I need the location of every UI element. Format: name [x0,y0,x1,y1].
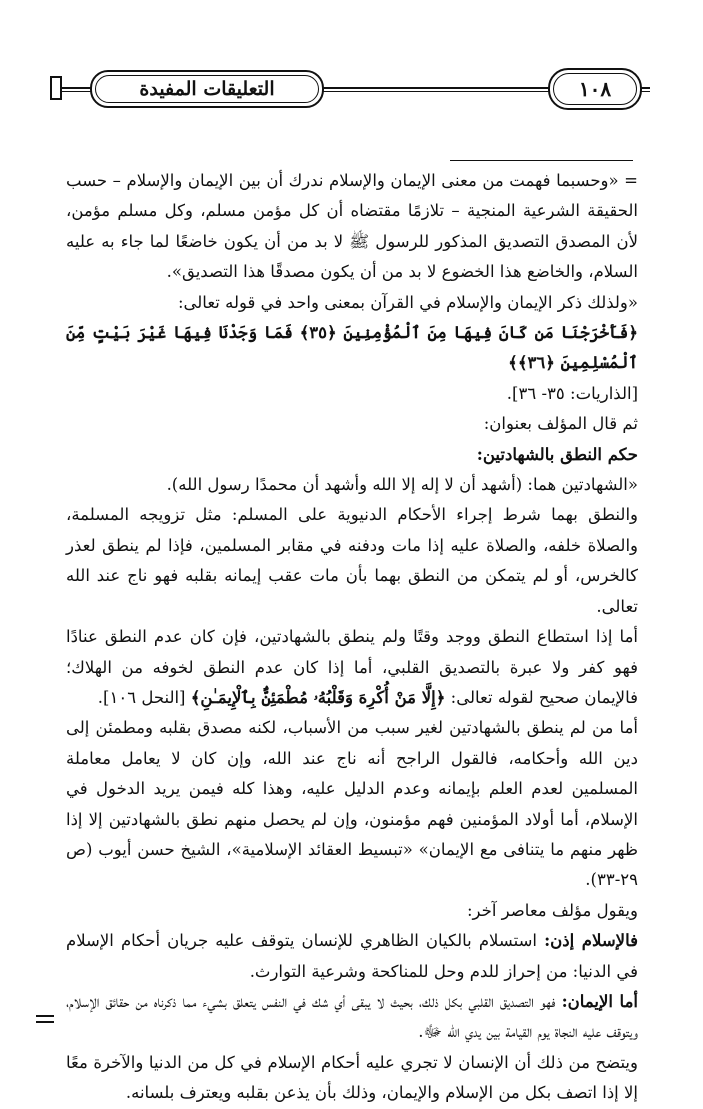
paragraph: ويقول مؤلف معاصر آخر: [466,900,638,920]
paragraph [66,926,638,987]
verse-reference: [الذاريات: ٣٥- ٣٦]. [506,383,638,403]
paragraph-text: فهو التصديق القلبي بكل ذلك، بحيث لا يبقى أي شك في النفس يتعلق بشيء مما ذكرناه من حقائق الإسلام، ويتوقف عليه النجاة يوم القيامة بين يدي الله ﷻ. [66,991,638,1042]
paragraph-text: استسلام بالكيان الظاهري للإنسان يتوقف عليه جريان أحكام الإسلام في الدنيا: من إحراز للدم وحل للمناكحة وشرعية التوارث. [66,931,638,981]
paragraph [66,987,638,1048]
section-heading: حكم النطق بالشهادتين: [476,444,638,464]
quran-verse: ﴿إِلَّا مَنْ أُكْرِهَ وَقَلْبُهُۥ مُطْمَئِنٌّۢ بِٱلْإِيمَـٰنِ﴾ [190,687,446,707]
page-header [50,68,650,108]
page-body [66,166,638,1109]
term-label: أما الإيمان: [561,991,638,1011]
paragraph: «ولذلك ذكر الإيمان والإسلام في القرآن بمعنى واحد في قوله تعالى: [177,292,638,312]
verse-reference: [النحل ١٠٦]. [97,687,186,707]
paragraph: = «وحسبما فهمت من معنى الإيمان والإسلام ندرك أن بين الإيمان والإسلام – حسب الحقيقة الشرعية المنجية – تلازمًا مقتضاه أن كل مؤمن مسلم، وكل مسلم مؤمن، لأن المصدق التصديق المذكور للرسول ﷺ لا بد من أن يكون خاضعًا لما جاء به عليه السلام، والخاضع هذا الخضوع لا بد من أن يكون مصدقًا هذا التصديق». [66,171,638,282]
paragraph: أما من لم ينطق بالشهادتين لغير سبب من الأسباب، لكنه مصدق بقلبه ومطمئن إلى دين الله وأحكامه، فالقول الراجح أنه ناج عند الله، وإن كان لا يعامل معاملة المسلمين لعدم العلم بإيمانه وعدم الدليل عليه، وهذا كله فيمن يريد الدخول في الإسلام، أما أولاد المؤمنين فهم مؤمنون، وإن لم يحصل منهم نطق بالشهادتين إلا إذا ظهر منهم ما يتنافى مع الإيمان» «تبسيط العقائد الإسلامية»، الشيخ حسن أيوب (ص ٢٩-٣٣). [66,718,638,890]
header-end-ornament [50,76,62,100]
page-number-frame [548,68,642,110]
quran-verse: ﴿فَأَخْرَجْنَا مَن كَانَ فِيهَا مِنَ ٱلْمُؤْمِنِينَ ﴿٣٥﴾ فَمَا وَجَدْنَا فِيهَا غَيْرَ بَيْتٍ مِّنَ ٱلْمُسْلِمِينَ ﴿٣٦﴾﴾ [66,323,638,373]
continuation-mark [36,1012,56,1026]
term-label: فالإسلام إذن: [544,931,638,951]
footnote-separator [450,160,633,161]
running-title: التعليقات المفيدة [139,78,275,100]
running-title-frame [90,70,324,108]
paragraph: ويتضح من ذلك أن الإنسان لا تجري عليه أحكام الإسلام في كل من الدنيا والآخرة معًا إلا إذا اتصف بكل من الإسلام والإيمان، وذلك بأن يذعن بقلبه ويعترف بلسانه. [66,1052,638,1103]
paragraph-text: أما إذا استطاع النطق ووجد وقتًا ولم ينطق بالشهادتين، فإن كان عدم النطق عنادًا فهو كفر ولا عبرة بالتصديق القلبي، أما إذا كان عدم النطق لخوفه من الهلاك؛ فالإيمان صحيح لقوله تعالى: [66,627,638,707]
paragraph [66,622,638,713]
paragraph: ثم قال المؤلف بعنوان: [483,414,638,434]
paragraph: «الشهادتين هما: (أشهد أن لا إله إلا الله وأشهد أن محمدًا رسول الله). [166,475,638,495]
paragraph: والنطق بهما شرط إجراء الأحكام الدنيوية على المسلم: مثل تزويجه المسلمة، والصلاة خلفه، والصلاة عليه إذا مات ودفنه في مقابر المسلمين، فإذا لم ينطق لعذر كالخرس، أو لم يتمكن من النطق بهما بأن مات عقب إيمانه بقلبه فهو ناج عند الله تعالى. [66,505,638,616]
page-number: ١٠٨ [578,77,612,101]
